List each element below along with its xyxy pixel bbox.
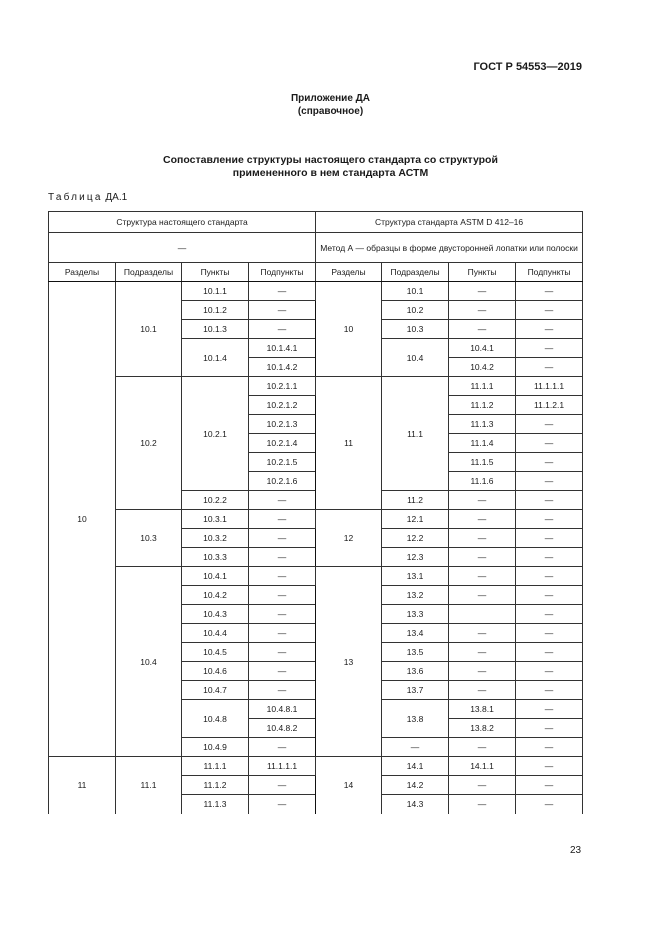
table-cell-section: 14 <box>316 757 382 814</box>
table-cell: — <box>449 681 516 700</box>
table-cell: 10.2.1.3 <box>249 415 316 434</box>
table-cell: 10.4.5 <box>182 643 249 662</box>
table-cell: 10.4.6 <box>182 662 249 681</box>
table-cell: 10.2.1.2 <box>249 396 316 415</box>
table-cell: — <box>382 738 449 757</box>
column-header: Пункты <box>182 263 249 282</box>
table-cell: 10.1.3 <box>182 320 249 339</box>
table-cell-subsection: 10.1 <box>116 282 182 377</box>
table-cell: — <box>449 624 516 643</box>
table-cell: — <box>516 776 583 795</box>
column-header: Подпункты <box>249 263 316 282</box>
table-cell: 11.1.1.1 <box>516 377 583 396</box>
appendix-subtitle: (справочное) <box>297 106 364 117</box>
table-cell: 13.8.1 <box>449 700 516 719</box>
table-cell: 11.1.5 <box>449 453 516 472</box>
table-cell: 10.3 <box>382 320 449 339</box>
table-cell: 10.4.8.2 <box>249 719 316 738</box>
table-cell: — <box>516 434 583 453</box>
table-cell <box>449 605 516 624</box>
table-cell: 11.1.2.1 <box>516 396 583 415</box>
table-cell: — <box>449 491 516 510</box>
table-cell-subsection: 10.4 <box>116 567 182 757</box>
table-row <box>49 567 583 586</box>
appendix-header <box>0 92 661 118</box>
comparison-table <box>48 211 583 814</box>
table-cell: — <box>516 738 583 757</box>
table-cell: 11.1.1 <box>182 757 249 776</box>
table-cell: — <box>249 605 316 624</box>
table-cell: — <box>516 510 583 529</box>
table-cell: — <box>449 738 516 757</box>
table-cell: 14.2 <box>382 776 449 795</box>
table-cell: — <box>449 301 516 320</box>
table-cell: — <box>249 282 316 301</box>
table-cell-subsection: 11.1 <box>116 757 182 814</box>
table-cell-subsection: 10.2 <box>116 377 182 510</box>
table-cell: — <box>516 548 583 567</box>
table-cell: 10.2 <box>382 301 449 320</box>
table-cell: 12.3 <box>382 548 449 567</box>
table-cell: — <box>249 567 316 586</box>
table-cell: 10.2.1 <box>182 377 249 491</box>
table-cell: — <box>516 453 583 472</box>
table-cell: 11.1.3 <box>449 415 516 434</box>
table-cell: 13.7 <box>382 681 449 700</box>
table-cell: 11.1.2 <box>182 776 249 795</box>
table-cell: 10.4.8 <box>182 700 249 738</box>
table-cell: 14.1.1 <box>449 757 516 776</box>
table-cell: 10.2.1.6 <box>249 472 316 491</box>
table-cell: — <box>516 301 583 320</box>
table-cell: — <box>516 681 583 700</box>
table-group-header-row <box>49 212 583 233</box>
table-caption-word: Таблица <box>48 192 103 203</box>
table-cell: 10.4.8.1 <box>249 700 316 719</box>
table-cell: 10.4.3 <box>182 605 249 624</box>
table-cell-subsection: 10.3 <box>116 510 182 567</box>
document-code: ГОСТ Р 54553—2019 <box>473 61 582 73</box>
table-cell: 10.3.1 <box>182 510 249 529</box>
table-row <box>49 282 583 301</box>
table-cell: 10.1.4 <box>182 339 249 377</box>
table-cell: 11.1.6 <box>449 472 516 491</box>
table-cell: — <box>516 358 583 377</box>
table-cell: 13.8.2 <box>449 719 516 738</box>
table-cell: — <box>249 320 316 339</box>
table-cell: — <box>249 510 316 529</box>
table-cell: 10.4 <box>382 339 449 377</box>
table-cell-section: 11 <box>316 377 382 510</box>
table-cell: — <box>249 301 316 320</box>
table-cell: — <box>249 795 316 814</box>
table-cell: 10.2.1.1 <box>249 377 316 396</box>
table-cell-section: 10 <box>316 282 382 377</box>
table-cell: — <box>516 605 583 624</box>
table-cell: — <box>516 339 583 358</box>
table-method-row <box>49 233 583 263</box>
table-cell-section: 10 <box>49 282 116 757</box>
table-cell: — <box>516 491 583 510</box>
table-cell: — <box>449 548 516 567</box>
section-heading <box>0 154 661 180</box>
appendix-title: Приложение ДА <box>290 93 371 104</box>
table-cell: — <box>516 719 583 738</box>
table-cell: — <box>516 472 583 491</box>
table-cell: — <box>449 529 516 548</box>
table-cell: — <box>449 320 516 339</box>
table-cell: — <box>516 700 583 719</box>
table-cell: 13.2 <box>382 586 449 605</box>
table-cell: 10.2.1.5 <box>249 453 316 472</box>
table-cell: — <box>516 643 583 662</box>
table-cell: 10.4.1 <box>449 339 516 358</box>
table-cell: 13.5 <box>382 643 449 662</box>
table-cell: 10.1 <box>382 282 449 301</box>
table-cell: 10.1.2 <box>182 301 249 320</box>
table-cell: 10.1.4.1 <box>249 339 316 358</box>
table-caption-number: ДА.1 <box>105 192 128 203</box>
table-cell: — <box>249 624 316 643</box>
table-cell: — <box>516 529 583 548</box>
column-header: Подпункты <box>516 263 583 282</box>
table-cell: — <box>516 320 583 339</box>
table-caption <box>48 192 127 203</box>
heading-line-2: примененного в нем стандарта АСТМ <box>232 167 429 179</box>
table-cell: — <box>449 282 516 301</box>
table-cell: — <box>449 643 516 662</box>
table-cell: — <box>249 643 316 662</box>
table-cell: 13.8 <box>382 700 449 738</box>
table-cell: — <box>449 776 516 795</box>
table-cell: — <box>249 586 316 605</box>
column-header: Подразделы <box>116 263 182 282</box>
table-cell: 14.1 <box>382 757 449 776</box>
table-cell: 10.4.2 <box>449 358 516 377</box>
table-column-header-row <box>49 263 583 282</box>
table-cell: 11.1.1.1 <box>249 757 316 776</box>
table-cell: — <box>449 510 516 529</box>
table-cell: 12.1 <box>382 510 449 529</box>
table-cell-section: 13 <box>316 567 382 757</box>
table-cell: 13.1 <box>382 567 449 586</box>
table-cell: — <box>249 662 316 681</box>
table-cell: 14.3 <box>382 795 449 814</box>
table-cell: 13.4 <box>382 624 449 643</box>
table-cell: 10.4.1 <box>182 567 249 586</box>
table-cell: — <box>249 681 316 700</box>
table-cell: — <box>516 662 583 681</box>
table-cell: — <box>249 529 316 548</box>
table-cell: — <box>249 738 316 757</box>
table-cell: 10.2.1.4 <box>249 434 316 453</box>
table-cell: 10.1.1 <box>182 282 249 301</box>
heading-line-1: Сопоставление структуры настоящего стандарта со структурой <box>163 154 498 166</box>
column-header: Подразделы <box>382 263 449 282</box>
table-cell: 11.1.3 <box>182 795 249 814</box>
table-cell: — <box>516 795 583 814</box>
table-cell: 13.6 <box>382 662 449 681</box>
table-cell: 10.4.9 <box>182 738 249 757</box>
table-cell: — <box>516 567 583 586</box>
table-cell: — <box>516 282 583 301</box>
table-row <box>49 377 583 396</box>
table-cell: 10.4.7 <box>182 681 249 700</box>
table-cell: 10.2.2 <box>182 491 249 510</box>
table-cell: 10.4.4 <box>182 624 249 643</box>
left-group-header: Структура настоящего стандарта <box>49 212 316 233</box>
table-cell: 11.1 <box>382 377 449 491</box>
table-cell: — <box>449 795 516 814</box>
table-cell: — <box>516 757 583 776</box>
table-cell: — <box>516 624 583 643</box>
table-cell: 11.1.2 <box>449 396 516 415</box>
table-cell: — <box>449 567 516 586</box>
right-group-header: Структура стандарта ASTM D 412–16 <box>316 212 583 233</box>
table-cell: — <box>449 662 516 681</box>
table-cell: 12.2 <box>382 529 449 548</box>
left-method-cell: — <box>49 233 316 263</box>
table-cell: 10.3.2 <box>182 529 249 548</box>
table-cell: — <box>516 586 583 605</box>
column-header: Разделы <box>316 263 382 282</box>
table-cell-section: 11 <box>49 757 116 814</box>
table-cell: 11.2 <box>382 491 449 510</box>
table-cell: 10.1.4.2 <box>249 358 316 377</box>
column-header: Разделы <box>49 263 116 282</box>
table-cell: — <box>249 548 316 567</box>
column-header: Пункты <box>449 263 516 282</box>
table-cell: 11.1.1 <box>449 377 516 396</box>
table-cell-section: 12 <box>316 510 382 567</box>
page-number: 23 <box>570 845 582 856</box>
table-cell: 10.4.2 <box>182 586 249 605</box>
table-cell: — <box>249 491 316 510</box>
table-cell: — <box>249 776 316 795</box>
table-row <box>49 510 583 529</box>
table-row <box>49 757 583 776</box>
table-cell: — <box>449 586 516 605</box>
table-cell: 11.1.4 <box>449 434 516 453</box>
right-method-cell: Метод А — образцы в форме двусторонней лопатки или полоски <box>316 233 583 263</box>
table-cell: 10.3.3 <box>182 548 249 567</box>
table-cell: — <box>516 415 583 434</box>
table-cell: 13.3 <box>382 605 449 624</box>
